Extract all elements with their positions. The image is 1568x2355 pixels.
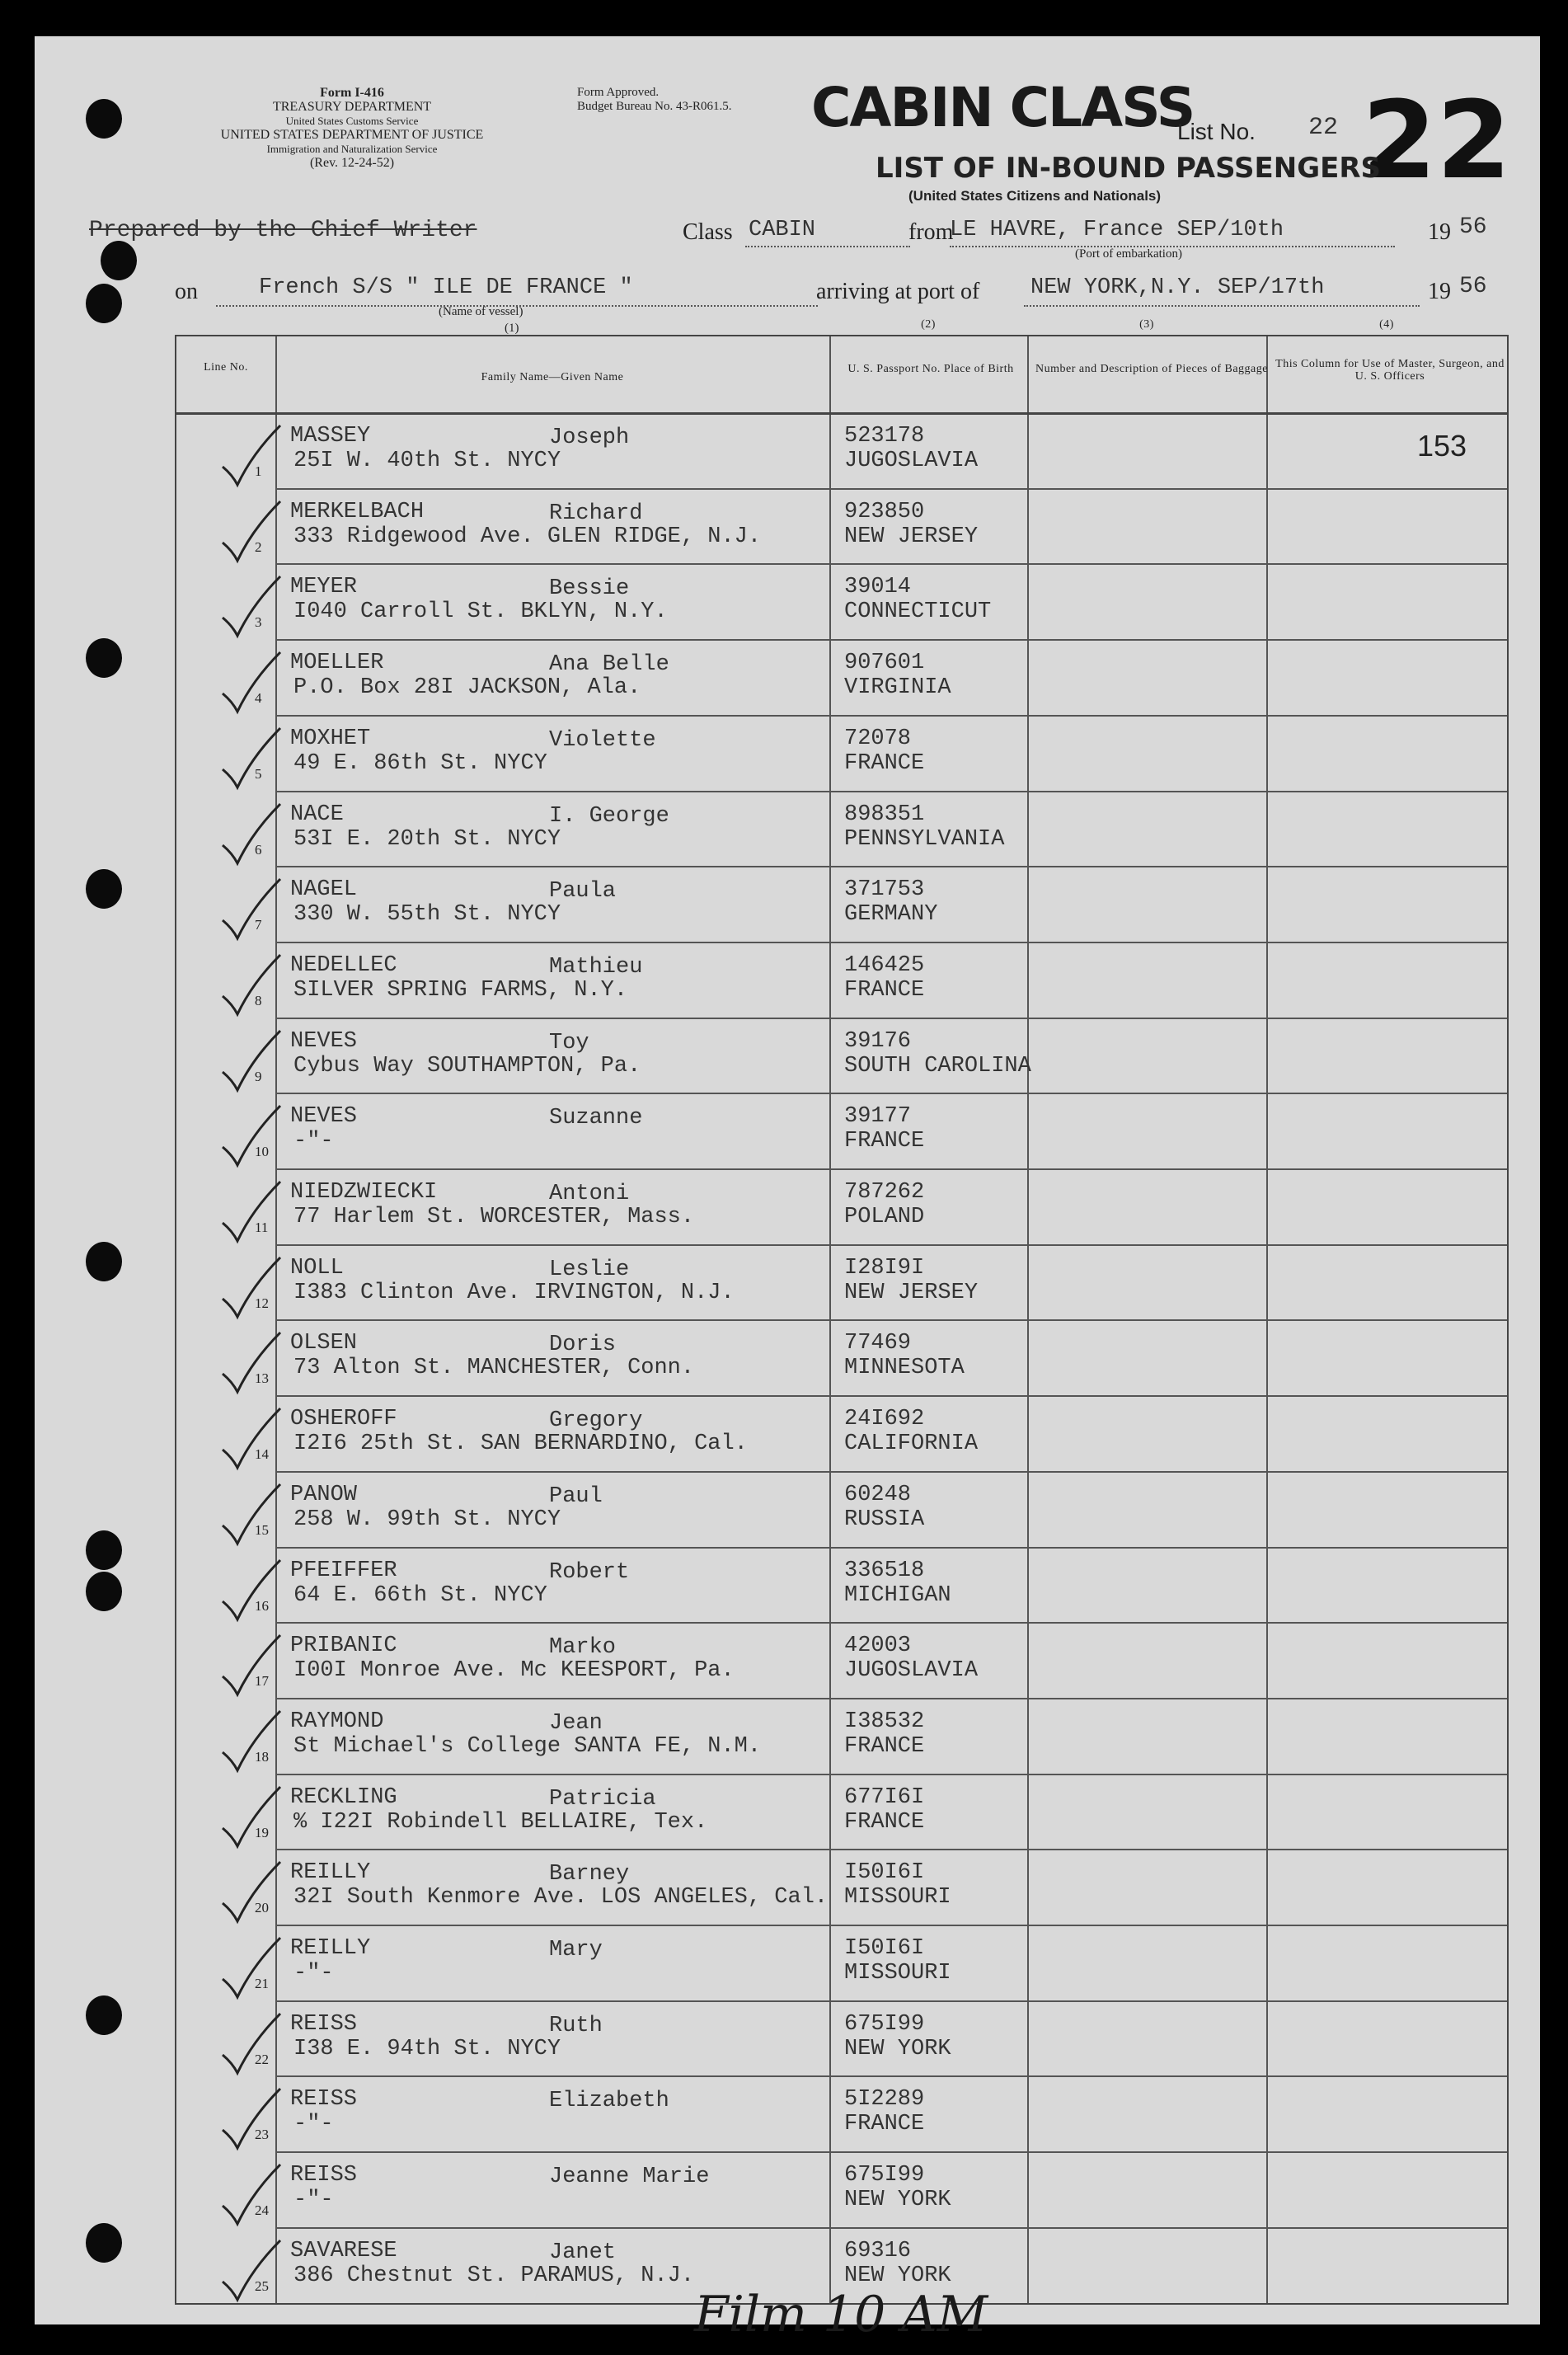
- arrival-value: NEW YORK,N.Y. SEP/17th: [1030, 275, 1325, 300]
- passport-number: I38532: [844, 1709, 925, 1734]
- given-name: Gregory: [549, 1408, 643, 1434]
- punch-hole: [86, 638, 122, 678]
- line-number: 16: [255, 1597, 269, 1614]
- family-name: NACE: [290, 801, 344, 827]
- form-line: Immigration and Naturalization Service: [266, 143, 438, 155]
- check-mark-icon: [216, 575, 282, 641]
- address: St Michael's College SANTA FE, N.M.: [293, 1733, 762, 1759]
- passport-number: 923850: [844, 499, 925, 524]
- line-number: 11: [255, 1220, 269, 1235]
- passport-number: 336518: [844, 1558, 925, 1583]
- form-line: UNITED STATES DEPARTMENT OF JUSTICE: [220, 128, 484, 142]
- family-name: REILLY: [290, 1936, 371, 1961]
- column-number-1: (1): [505, 322, 519, 335]
- family-name: MEYER: [290, 575, 358, 600]
- line-number: 6: [255, 841, 262, 858]
- place-of-birth: POLAND: [844, 1205, 925, 1229]
- check-mark-icon: [216, 726, 282, 792]
- table-row: [176, 1774, 1507, 1850]
- check-mark-icon: [216, 2163, 282, 2229]
- punch-hole: [86, 869, 122, 909]
- row-divider: [275, 791, 1507, 792]
- vessel-label: (Name of vessel): [439, 305, 523, 318]
- given-name: Janet: [549, 2240, 617, 2265]
- passport-number: 39014: [844, 575, 912, 600]
- row-divider: [275, 1395, 1507, 1397]
- table-row: [176, 1849, 1507, 1925]
- family-name: NIEDZWIECKI: [290, 1180, 438, 1205]
- punch-hole: [86, 1572, 122, 1611]
- row-divider: [275, 1018, 1507, 1019]
- table-row: [176, 866, 1507, 942]
- header-baggage: Number and Description of Pieces of Baggage: [1035, 363, 1268, 375]
- address: % I22I Robindell BELLAIRE, Tex.: [293, 1809, 708, 1835]
- check-mark-icon: [216, 1483, 282, 1549]
- from-label: from: [908, 219, 954, 245]
- passport-number: 42003: [844, 1633, 912, 1659]
- column-number-4: (4): [1379, 318, 1394, 331]
- line-number: 23: [255, 2127, 269, 2143]
- family-name: NOLL: [290, 1255, 344, 1281]
- passport-number: 39177: [844, 1104, 912, 1130]
- on-label: on: [175, 279, 198, 304]
- address: 53I E. 20th St. NYCY: [293, 826, 561, 852]
- place-of-birth: NEW YORK: [844, 2188, 951, 2213]
- given-name: Jean: [549, 1710, 603, 1736]
- passport-number: 69316: [844, 2238, 912, 2263]
- line-number: 10: [255, 1144, 269, 1160]
- check-mark-icon: [216, 1558, 282, 1624]
- page-title: LIST OF IN-BOUND PASSENGERS: [876, 152, 1381, 185]
- given-name: Barney: [549, 1862, 630, 1887]
- row-divider: [275, 488, 1507, 490]
- place-of-birth: MISSOURI: [844, 1885, 951, 1911]
- passport-number: 60248: [844, 1482, 912, 1507]
- row-divider: [275, 1319, 1507, 1321]
- passport-number: 787262: [844, 1180, 925, 1205]
- passport-number: 523178: [844, 424, 925, 449]
- address: I383 Clinton Ave. IRVINGTON, N.J.: [293, 1280, 735, 1305]
- form-approved: [577, 86, 731, 114]
- address: I38 E. 94th St. NYCY: [293, 2036, 561, 2061]
- line-number: 21: [255, 1976, 269, 1991]
- line-number: 24: [255, 2202, 269, 2219]
- place-of-birth: NEW YORK: [844, 2263, 951, 2288]
- place-of-birth: CONNECTICUT: [844, 599, 992, 625]
- table-row: [176, 488, 1507, 564]
- check-mark-icon: [216, 1785, 282, 1851]
- check-mark-icon: [216, 1709, 282, 1775]
- place-of-birth: NEW YORK: [844, 2036, 951, 2061]
- check-mark-icon: [216, 2239, 282, 2305]
- column-number-3: (3): [1139, 318, 1154, 331]
- table-row: [176, 942, 1507, 1018]
- check-mark-icon: [216, 1029, 282, 1095]
- line-number: 18: [255, 1748, 269, 1765]
- form-info-block: [175, 86, 529, 170]
- handwritten-note: Film 10 AM: [694, 2286, 988, 2343]
- arrival-underline: [1024, 305, 1420, 307]
- check-mark-icon: [216, 424, 282, 490]
- table-row: [176, 791, 1507, 867]
- header-line-no: Line No.: [204, 361, 248, 374]
- row-divider: [275, 1849, 1507, 1850]
- address: 77 Harlem St. WORCESTER, Mass.: [293, 1205, 695, 1229]
- passport-number: 675I99: [844, 2163, 925, 2188]
- table-row: [176, 1093, 1507, 1168]
- passenger-table: [175, 318, 1509, 2305]
- check-mark-icon: [216, 651, 282, 717]
- row-divider: [275, 942, 1507, 943]
- given-name: Suzanne: [549, 1106, 643, 1131]
- address: 64 E. 66th St. NYCY: [293, 1582, 547, 1608]
- given-name: Richard: [549, 501, 643, 526]
- given-name: Antoni: [549, 1182, 630, 1206]
- check-mark-icon: [216, 2087, 282, 2153]
- address: Cybus Way SOUTHAMPTON, Pa.: [293, 1053, 641, 1079]
- header-passport: U. S. Passport No. Place of Birth: [847, 363, 1014, 375]
- family-name: PANOW: [290, 1482, 358, 1507]
- list-no-value: 22: [1308, 114, 1339, 142]
- table-row: [176, 1244, 1507, 1320]
- place-of-birth: FRANCE: [844, 977, 925, 1003]
- table-row: [176, 1395, 1507, 1471]
- check-mark-icon: [216, 802, 282, 868]
- row-divider: [275, 866, 1507, 867]
- place-of-birth: FRANCE: [844, 1809, 925, 1835]
- place-of-birth: MISSOURI: [844, 1961, 951, 1986]
- given-name: Ana Belle: [549, 652, 669, 678]
- place-of-birth: PENNSYLVANIA: [844, 826, 1005, 852]
- table-row: [176, 2151, 1507, 2227]
- from-year-prefix: 19: [1428, 219, 1451, 245]
- line-number: 5: [255, 765, 262, 782]
- family-name: SAVARESE: [290, 2238, 397, 2263]
- from-value: LE HAVRE, France SEP/10th: [950, 218, 1284, 242]
- approved-line: Form Approved.: [577, 86, 660, 99]
- family-name: NEVES: [290, 1028, 358, 1054]
- passport-number: 371753: [844, 877, 925, 903]
- line-number: 19: [255, 1824, 269, 1840]
- family-name: REISS: [290, 2163, 358, 2188]
- address: 330 W. 55th St. NYCY: [293, 902, 561, 928]
- place-of-birth: FRANCE: [844, 1733, 925, 1759]
- cabin-class-title: CABIN CLASS: [811, 76, 1195, 139]
- row-divider: [275, 1698, 1507, 1699]
- address: I040 Carroll St. BKLYN, N.Y.: [293, 599, 668, 625]
- table-row: [176, 1471, 1507, 1547]
- family-name: MOELLER: [290, 651, 384, 676]
- place-of-birth: CALIFORNIA: [844, 1431, 979, 1457]
- port-embark-label: (Port of embarkation): [1075, 247, 1182, 261]
- given-name: Robert: [549, 1559, 630, 1585]
- row-divider: [275, 1774, 1507, 1775]
- header-officers: This Column for Use of Master, Surgeon, and U. S. Officers: [1275, 358, 1505, 383]
- check-mark-icon: [216, 1936, 282, 2002]
- row-divider: [275, 1168, 1507, 1170]
- row-divider: [275, 2000, 1507, 2002]
- passport-number: 677I6I: [844, 1784, 925, 1810]
- check-mark-icon: [216, 500, 282, 566]
- manifest-sheet: [35, 36, 1540, 2343]
- family-name: OLSEN: [290, 1331, 358, 1356]
- arrival-year-prefix: 19: [1428, 279, 1451, 304]
- form-line: Form I-416: [320, 86, 384, 100]
- address: 32I South Kenmore Ave. LOS ANGELES, Cal.: [293, 1885, 829, 1911]
- row-divider: [275, 2227, 1507, 2229]
- given-name: Mary: [549, 1938, 603, 1962]
- row-divider: [275, 1244, 1507, 1246]
- family-name: PRIBANIC: [290, 1633, 397, 1659]
- line-number: 1: [255, 463, 262, 479]
- row-divider: [275, 715, 1507, 717]
- class-value: CABIN: [749, 218, 816, 242]
- family-name: NEDELLEC: [290, 952, 397, 978]
- list-no-label: List No.: [1177, 119, 1256, 144]
- arrival-year: 56: [1459, 274, 1487, 299]
- given-name: Marko: [549, 1635, 617, 1661]
- given-name: Mathieu: [549, 954, 643, 980]
- punch-hole: [86, 1242, 122, 1281]
- given-name: Paula: [549, 879, 617, 905]
- table-row: [176, 639, 1507, 715]
- place-of-birth: FRANCE: [844, 1129, 925, 1154]
- place-of-birth: VIRGINIA: [844, 675, 951, 701]
- given-name: Leslie: [549, 1257, 630, 1282]
- address: 333 Ridgewood Ave. GLEN RIDGE, N.J.: [293, 524, 762, 549]
- form-line: United States Customs Service: [285, 115, 419, 127]
- passport-number: 5I2289: [844, 2087, 925, 2113]
- check-mark-icon: [216, 1407, 282, 1473]
- place-of-birth: JUGOSLAVIA: [844, 449, 979, 473]
- row-divider: [275, 1547, 1507, 1549]
- row-divider: [275, 639, 1507, 641]
- address: -"-: [293, 2112, 334, 2137]
- passport-number: 898351: [844, 801, 925, 827]
- from-year: 56: [1459, 214, 1487, 240]
- preparer-note: Prepared by the Chief Writer: [89, 218, 477, 243]
- place-of-birth: NEW JERSEY: [844, 1280, 979, 1305]
- place-of-birth: MICHIGAN: [844, 1582, 951, 1608]
- given-name: I. George: [549, 803, 669, 829]
- row-divider: [275, 1093, 1507, 1094]
- address: 25I W. 40th St. NYCY: [293, 449, 561, 473]
- table-row: [176, 1547, 1507, 1623]
- table-row: [176, 1925, 1507, 2000]
- passport-number: 907601: [844, 651, 925, 676]
- line-number: 22: [255, 2051, 269, 2067]
- check-mark-icon: [216, 877, 282, 943]
- check-mark-icon: [216, 1256, 282, 1322]
- row-divider: [275, 1471, 1507, 1473]
- given-name: Bessie: [549, 576, 630, 602]
- table-row: [176, 1168, 1507, 1244]
- given-name: Paul: [549, 1483, 603, 1509]
- column-number-2: (2): [921, 318, 936, 331]
- line-number: 7: [255, 917, 262, 933]
- place-of-birth: NEW JERSEY: [844, 524, 979, 549]
- table-row: [176, 1698, 1507, 1774]
- line-number: 25: [255, 2277, 269, 2294]
- line-number: 4: [255, 690, 262, 707]
- check-mark-icon: [216, 1860, 282, 1926]
- punch-hole: [86, 284, 122, 323]
- line-number: 2: [255, 538, 262, 555]
- officer-note: 153: [1417, 429, 1467, 463]
- line-number: 20: [255, 1900, 269, 1916]
- form-line: (Rev. 12-24-52): [309, 156, 395, 170]
- place-of-birth: GERMANY: [844, 902, 938, 928]
- line-number: 12: [255, 1295, 269, 1311]
- address: P.O. Box 28I JACKSON, Ala.: [293, 675, 641, 701]
- address: -"-: [293, 1961, 334, 1986]
- given-name: Violette: [549, 727, 656, 753]
- place-of-birth: FRANCE: [844, 2112, 925, 2137]
- row-divider: [275, 2075, 1507, 2077]
- given-name: Doris: [549, 1333, 617, 1358]
- punch-hole: [86, 1995, 122, 2035]
- address: 73 Alton St. MANCHESTER, Conn.: [293, 1356, 695, 1381]
- table-row: [176, 1018, 1507, 1093]
- punch-hole: [86, 99, 122, 139]
- passport-number: 72078: [844, 726, 912, 751]
- page-subtitle: (United States Citizens and Nationals): [908, 188, 1162, 204]
- passport-number: 24I692: [844, 1407, 925, 1432]
- family-name: MASSEY: [290, 424, 371, 449]
- list-no-stamp: 22: [1362, 78, 1511, 203]
- family-name: NEVES: [290, 1104, 358, 1130]
- address: 258 W. 99th St. NYCY: [293, 1507, 561, 1532]
- address: I2I6 25th St. SAN BERNARDINO, Cal.: [293, 1431, 748, 1457]
- passport-number: I50I6I: [844, 1936, 925, 1961]
- passport-number: 77469: [844, 1331, 912, 1356]
- row-divider: [275, 2151, 1507, 2153]
- row-divider: [275, 1622, 1507, 1624]
- vessel-name: French S/S " ILE DE FRANCE ": [259, 275, 633, 300]
- check-mark-icon: [216, 1104, 282, 1170]
- line-number: 14: [255, 1446, 269, 1463]
- given-name: Jeanne Marie: [549, 2165, 710, 2190]
- table-row: [176, 1622, 1507, 1698]
- family-name: MOXHET: [290, 726, 371, 751]
- place-of-birth: FRANCE: [844, 750, 925, 776]
- check-mark-icon: [216, 1633, 282, 1699]
- class-underline: [745, 246, 910, 247]
- address: -"-: [293, 2188, 334, 2213]
- place-of-birth: JUGOSLAVIA: [844, 1658, 979, 1684]
- passport-number: I50I6I: [844, 1860, 925, 1886]
- punch-hole: [86, 2223, 122, 2263]
- form-line: TREASURY DEPARTMENT: [272, 100, 432, 114]
- check-mark-icon: [216, 1331, 282, 1397]
- given-name: Joseph: [549, 425, 630, 450]
- check-mark-icon: [216, 953, 282, 1019]
- given-name: Ruth: [549, 2013, 603, 2038]
- class-label: Class: [683, 219, 733, 245]
- address: I00I Monroe Ave. Mc KEESPORT, Pa.: [293, 1658, 735, 1684]
- family-name: PFEIFFER: [290, 1558, 397, 1583]
- address: SILVER SPRING FARMS, N.Y.: [293, 977, 628, 1003]
- given-name: Patricia: [549, 1786, 656, 1812]
- line-number: 8: [255, 992, 262, 1008]
- given-name: Toy: [549, 1030, 589, 1055]
- row-divider: [275, 563, 1507, 565]
- table-row: [176, 715, 1507, 791]
- table-row: [176, 2075, 1507, 2151]
- given-name: Elizabeth: [549, 2089, 669, 2114]
- header-divider: [176, 412, 1507, 415]
- line-number: 9: [255, 1068, 262, 1084]
- family-name: OSHEROFF: [290, 1407, 397, 1432]
- row-divider: [275, 1925, 1507, 1926]
- place-of-birth: RUSSIA: [844, 1507, 925, 1532]
- family-name: REILLY: [290, 1860, 371, 1886]
- address: 49 E. 86th St. NYCY: [293, 750, 547, 776]
- table-row: [176, 412, 1507, 488]
- line-number: 15: [255, 1521, 269, 1538]
- place-of-birth: MINNESOTA: [844, 1356, 965, 1381]
- line-number: 3: [255, 614, 262, 631]
- family-name: RECKLING: [290, 1784, 397, 1810]
- line-number: 13: [255, 1370, 269, 1387]
- header-name: Family Name—Given Name: [481, 371, 624, 383]
- address: 386 Chestnut St. PARAMUS, N.J.: [293, 2263, 695, 2288]
- place-of-birth: SOUTH CAROLINA: [844, 1053, 1031, 1079]
- table-row: [176, 563, 1507, 639]
- punch-hole: [101, 241, 137, 280]
- family-name: REISS: [290, 2011, 358, 2037]
- check-mark-icon: [216, 2012, 282, 2078]
- approved-line: Budget Bureau No. 43-R061.5.: [577, 100, 732, 113]
- arriving-label: arriving at port of: [816, 279, 980, 304]
- family-name: NAGEL: [290, 877, 358, 903]
- passport-number: 675I99: [844, 2011, 925, 2037]
- address: -"-: [293, 1129, 334, 1154]
- table-row: [176, 2000, 1507, 2076]
- family-name: REISS: [290, 2087, 358, 2113]
- line-number: 17: [255, 1673, 269, 1690]
- family-name: RAYMOND: [290, 1709, 384, 1734]
- family-name: MERKELBACH: [290, 499, 425, 524]
- table-row: [176, 1319, 1507, 1395]
- passport-number: 146425: [844, 952, 925, 978]
- passport-number: I28I9I: [844, 1255, 925, 1281]
- check-mark-icon: [216, 1180, 282, 1246]
- punch-hole: [86, 1530, 122, 1570]
- passport-number: 39176: [844, 1028, 912, 1054]
